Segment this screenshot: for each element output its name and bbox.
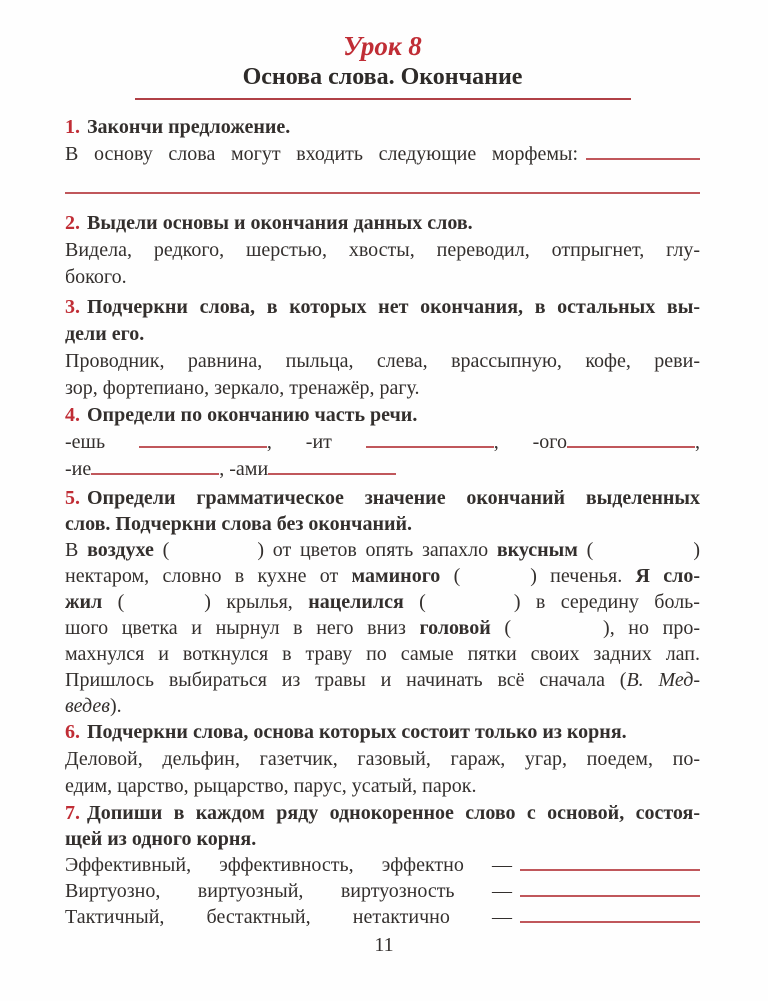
answer-blank xyxy=(520,880,700,897)
task-5-number: 5. xyxy=(65,487,80,509)
separator: , xyxy=(266,431,306,453)
task-6-heading xyxy=(65,719,700,746)
word-row-text: Тактичный, бестактный, нетактично — xyxy=(65,906,512,928)
paren-gap xyxy=(426,607,514,608)
text-line-5: махнулся и воткнулся в траву по самые пятки своих задних лап. xyxy=(65,643,700,665)
text-line-1 xyxy=(65,537,700,563)
task-4-number: 4. xyxy=(65,404,80,426)
highlighted-word: воздухе xyxy=(87,539,154,561)
paren-gap xyxy=(169,555,257,556)
author-name: ведев xyxy=(65,695,110,717)
paren-gap xyxy=(593,555,693,556)
page-number: 11 xyxy=(374,934,394,956)
highlighted-word: нацелился xyxy=(308,591,404,613)
separator: , xyxy=(219,458,230,480)
word-list-line: Проводник, равнина, пыльца, слева, врассыпную, кофе, реви- xyxy=(65,350,700,372)
author-name: В. Мед- xyxy=(626,669,700,691)
task-3-number: 3. xyxy=(65,296,80,318)
answer-blank xyxy=(268,458,396,475)
ending-ami: -ами xyxy=(229,458,269,480)
word-row-text: Виртуозно, виртуозный, виртуозность — xyxy=(65,880,512,902)
highlighted-word: головой xyxy=(419,617,491,639)
ending-ogo: -ого xyxy=(532,431,568,453)
text-segment: ( xyxy=(440,565,461,587)
paren-gap xyxy=(511,633,603,634)
text-segment: ( xyxy=(403,591,426,613)
task-1-heading xyxy=(65,114,700,141)
task-3-heading-text: Подчеркни слова, в которых нет окончания, в остальных вы- xyxy=(87,296,700,318)
text-segment: ) xyxy=(693,539,700,561)
task-5-heading-text: Определи грамматическое значение окончаний выделенных xyxy=(87,487,700,509)
task-4-heading xyxy=(65,402,700,429)
text-segment: В xyxy=(65,539,88,561)
word-list-line: Видела, редкого, шерстью, хвосты, переводил, отпрыгнет, глу- xyxy=(65,239,700,261)
text-segment: ( xyxy=(577,539,594,561)
task-5-heading-cont: слов. Подчеркни слова без окончаний. xyxy=(65,513,413,535)
ending-it: -ит xyxy=(305,431,366,453)
word-list-line: бокого. xyxy=(65,266,127,288)
text-segment: ( xyxy=(153,539,170,561)
text-segment: ) в середину боль- xyxy=(513,591,700,613)
task-7-heading-text: Допиши в каждом ряду однокоренное слово с основой, состоя- xyxy=(87,802,700,824)
text-segment: ) крылья, xyxy=(204,591,309,613)
text-segment: ( xyxy=(102,591,125,613)
endings-line-1 xyxy=(65,429,700,456)
text-line-4 xyxy=(65,615,700,641)
task-2-number: 2. xyxy=(65,212,80,234)
answer-blank xyxy=(586,143,700,160)
task-6 xyxy=(65,719,700,800)
task-6-number: 6. xyxy=(65,721,80,743)
paren-gap xyxy=(460,581,530,582)
word-list-line: Деловой, дельфин, газетчик, газовый, гараж, угар, поедем, по- xyxy=(65,748,700,770)
text-segment: ). xyxy=(109,695,122,717)
answer-blank xyxy=(139,431,267,448)
text-line-3 xyxy=(65,589,700,615)
task-6-heading-text: Подчеркни слова, основа которых состоит только из корня. xyxy=(87,721,627,743)
paren-gap xyxy=(124,607,204,608)
task-7 xyxy=(65,800,700,930)
answer-blank xyxy=(567,431,695,448)
task-1-heading-text: Закончи предложение. xyxy=(87,116,291,138)
title-underline xyxy=(135,98,631,100)
separator: , xyxy=(695,431,701,453)
task-5 xyxy=(65,485,700,719)
answer-blank xyxy=(366,431,494,448)
answer-blank xyxy=(520,854,700,871)
task-1-body xyxy=(65,141,700,168)
answer-line xyxy=(65,176,700,194)
task-7-heading-cont: щей из одного корня. xyxy=(65,828,257,850)
task-4-heading-text: Определи по окончанию часть речи. xyxy=(87,404,418,426)
task-7-number: 7. xyxy=(65,802,80,824)
task-2-heading xyxy=(65,210,700,237)
task-3-heading-cont: дели его. xyxy=(65,323,145,345)
task-2-heading-text: Выдели основы и окончания данных слов. xyxy=(87,212,473,234)
separator: , xyxy=(493,431,533,453)
task-1 xyxy=(65,114,700,194)
text-segment: ), но про- xyxy=(603,617,700,639)
task-2 xyxy=(65,210,700,291)
text-segment: ( xyxy=(490,617,512,639)
ending-esh: -ешь xyxy=(65,431,139,453)
text-line-7 xyxy=(65,693,700,719)
ending-ie: -ие xyxy=(65,458,92,480)
task-1-number: 1. xyxy=(65,116,80,138)
task-3-heading xyxy=(65,294,700,321)
word-row-3 xyxy=(65,904,700,930)
text-segment: ) от цветов опять запахло xyxy=(257,539,497,561)
task-3 xyxy=(65,294,700,402)
text-segment: нектаром, словно в кухне от xyxy=(65,565,352,587)
task-1-body-text: В основу слова могут входить следующие морфемы: xyxy=(65,143,578,165)
text-segment: Пришлось выбираться из травы и начинать всё сначала ( xyxy=(65,669,627,691)
word-row-text: Эффективный, эффективность, эффектно — xyxy=(65,854,512,876)
text-line-2 xyxy=(65,563,700,589)
answer-blank xyxy=(91,458,219,475)
word-row-2 xyxy=(65,878,700,904)
word-row-1 xyxy=(65,852,700,878)
highlighted-word: маминого xyxy=(351,565,441,587)
answer-blank xyxy=(520,906,700,923)
task-4 xyxy=(65,402,700,483)
page-title: Основа слова. Окончание xyxy=(242,64,523,90)
highlighted-word: вкусным xyxy=(496,539,578,561)
lesson-label: Урок 8 xyxy=(343,31,422,61)
text-segment: шого цветка и нырнул в него вниз xyxy=(65,617,420,639)
endings-line-2 xyxy=(65,456,700,483)
text-line-6 xyxy=(65,667,700,693)
text-segment: ) печенья. xyxy=(530,565,636,587)
word-list-line: зор, фортепиано, зеркало, тренажёр, рагу. xyxy=(65,377,420,399)
highlighted-word: Я сло- xyxy=(635,565,701,587)
highlighted-word: жил xyxy=(65,591,103,613)
task-5-heading xyxy=(65,485,700,511)
task-7-heading xyxy=(65,800,700,826)
word-list-line: едим, царство, рыцарство, парус, усатый, парок. xyxy=(65,775,477,797)
